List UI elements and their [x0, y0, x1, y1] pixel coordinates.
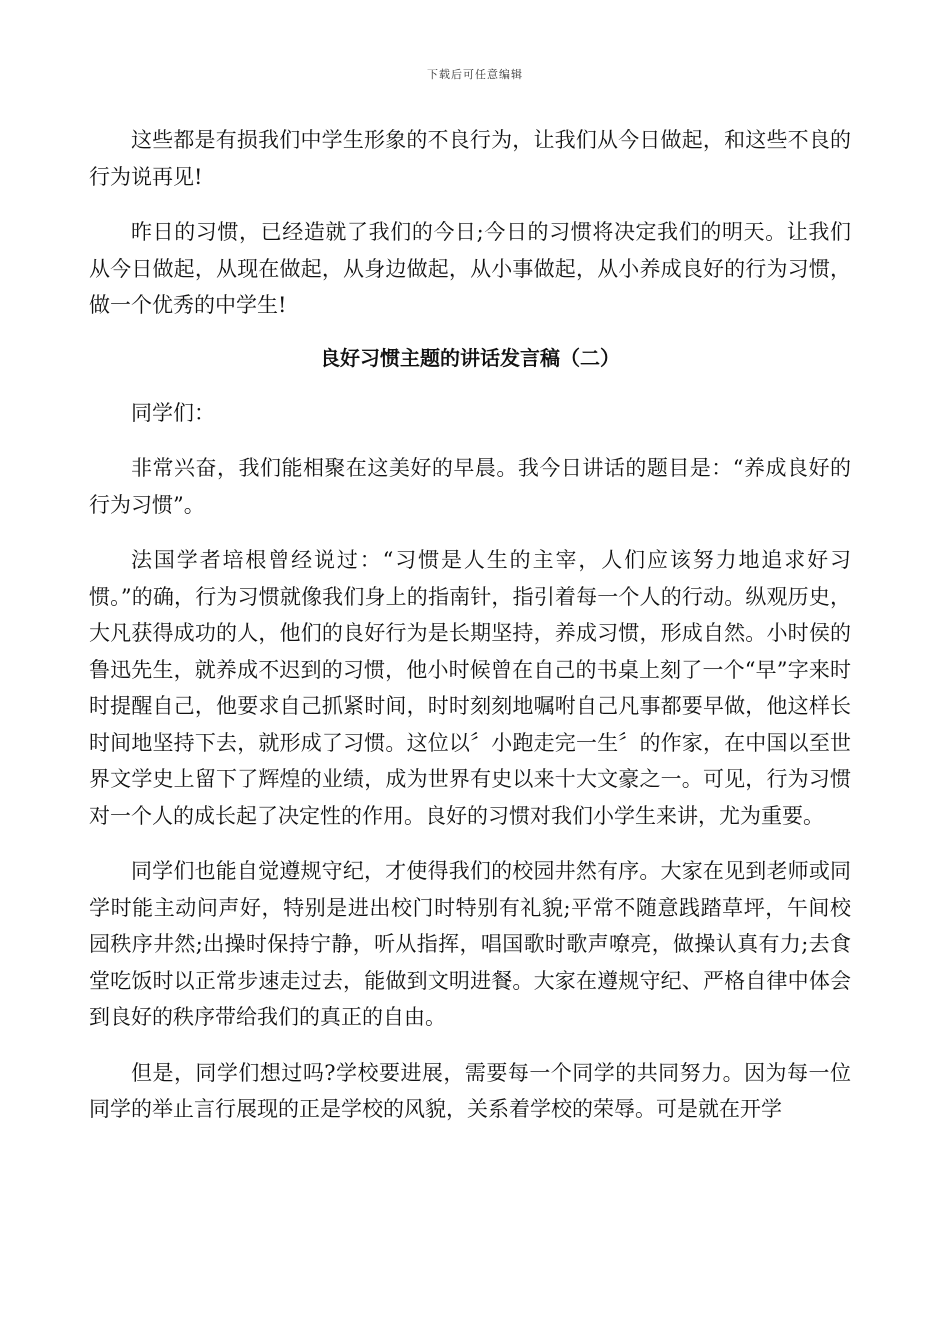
paragraph-intro: 非常兴奋，我们能相聚在这美好的早晨。我今日讲话的题目是：“养成良好的行为习惯”。: [89, 456, 851, 517]
paragraph-bacon-quote: 法国学者培根曾经说过：“习惯是人生的主宰，人们应该努力地追求好习惯。”的确，行为习惯就像我们身上的指南针，指引着每一个人的行动。纵观历史，大凡获得成功的人，他们的良好行为是长期坚持，养成习惯，形成自然。小时侯的鲁迅先生，就养成不迟到的习惯，他小时候曾在自己的书桌上刻了一个“早”字来时时提醒自己，他要求自己抓紧时间，时时刻刻地嘱咐自己凡事都要早做，他这样长时间地坚持下去，就形成了习惯。这位以〞小跑走完一生〞的作家，在中国以至世界文学史上留下了辉煌的业绩，成为世界有史以来十大文豪之一。可见，行为习惯对一个人的成长起了决定性的作用。良好的习惯对我们小学生来讲，尤为重要。: [89, 548, 851, 828]
page-header-note: 下载后可任意编辑: [427, 68, 523, 81]
paragraph-school-order: 同学们也能自觉遵规守纪，才使得我们的校园井然有序。大家在见到老师或同学时能主动问声好，特别是进出校门时特别有礼貌;平常不随意践踏草坪，午间校园秩序井然;出操时保持宁静，听从指挥，唱国歌时歌声嘹亮，做操认真有力;去食堂吃饭时以正常步速走过去，能做到文明进餐。大家在遵规守纪、严格自律中体会到良好的秩序带给我们的真正的自由。: [89, 859, 851, 1029]
document-body: [89, 122, 851, 1147]
paragraph-school-development: 但是，同学们想过吗?学校要进展，需要每一个同学的共同努力。因为每一位同学的举止言行展现的正是学校的风貌，关系着学校的荣辱。可是就在开学: [89, 1060, 851, 1121]
section-title: 良好习惯主题的讲话发言稿（二）: [320, 345, 620, 370]
paragraph-closing-1: 这些都是有损我们中学生形象的不良行为，让我们从今日做起，和这些不良的行为说再见!: [89, 128, 851, 189]
salutation: 同学们：: [131, 400, 215, 425]
paragraph-closing-2: 昨日的习惯，已经造就了我们的今日;今日的习惯将决定我们的明天。让我们从今日做起，从现在做起，从身边做起，从小事做起，从小养成良好的行为习惯，做一个优秀的中学生!: [89, 220, 851, 317]
